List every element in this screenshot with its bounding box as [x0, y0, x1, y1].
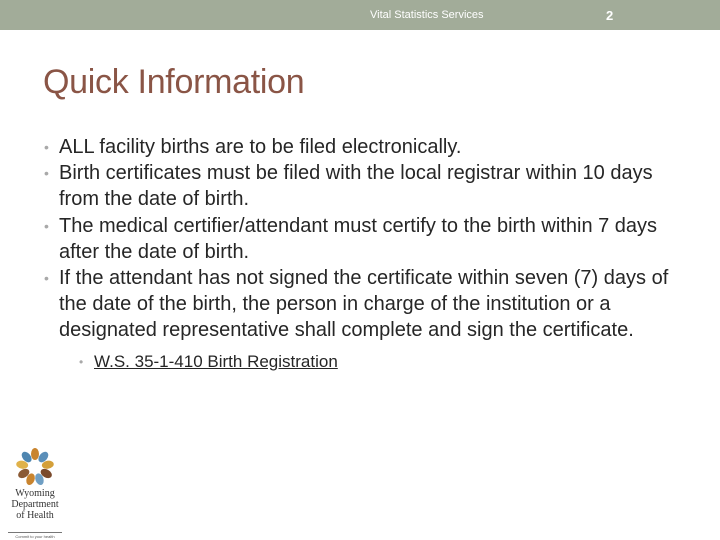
bullet-dot-icon: • [44, 139, 49, 155]
sub-bullet-item [79, 351, 694, 373]
bullet-item [44, 160, 694, 212]
bullet-list [44, 134, 694, 373]
bullet-item [44, 265, 694, 373]
bullet-text: If the attendant has not signed the certificate within seven (7) days of the date of the birth, the person in charge of the institution or a designated representative shall complete and sign the certificate. [59, 267, 669, 342]
header-bar [0, 0, 720, 30]
logo-line-1: Wyoming [15, 488, 55, 499]
sub-bullet-dot-icon: • [79, 354, 84, 369]
flower-logo-icon [2, 446, 68, 488]
logo-text [2, 488, 68, 521]
bullet-item [44, 213, 694, 265]
bullet-text: ALL facility births are to be filed electronically. [59, 136, 462, 158]
logo-tagline: Commit to your health [15, 534, 55, 539]
sub-bullet-list [59, 351, 694, 373]
bullet-dot-icon: • [44, 165, 49, 182]
logo-divider [8, 532, 62, 533]
bullet-item [44, 134, 694, 160]
statute-link[interactable]: W.S. 35-1-410 Birth Registration [94, 351, 338, 371]
bullet-text: Birth certificates must be filed with the local registrar within 10 days from the date of birth. [59, 162, 653, 211]
page-number: 2 [606, 8, 614, 23]
bullet-dot-icon: • [44, 217, 49, 234]
slide-title: Quick Information [43, 63, 305, 101]
bullet-dot-icon: • [44, 270, 49, 287]
logo-line-2: Department [11, 499, 59, 510]
wyoming-department-of-health-logo [2, 446, 68, 540]
logo-line-3: of Health [16, 510, 54, 521]
bullet-text: The medical certifier/attendant must certify to the birth within 7 days after the date of birth. [59, 214, 658, 263]
header-title: Vital Statistics Services [370, 9, 484, 21]
